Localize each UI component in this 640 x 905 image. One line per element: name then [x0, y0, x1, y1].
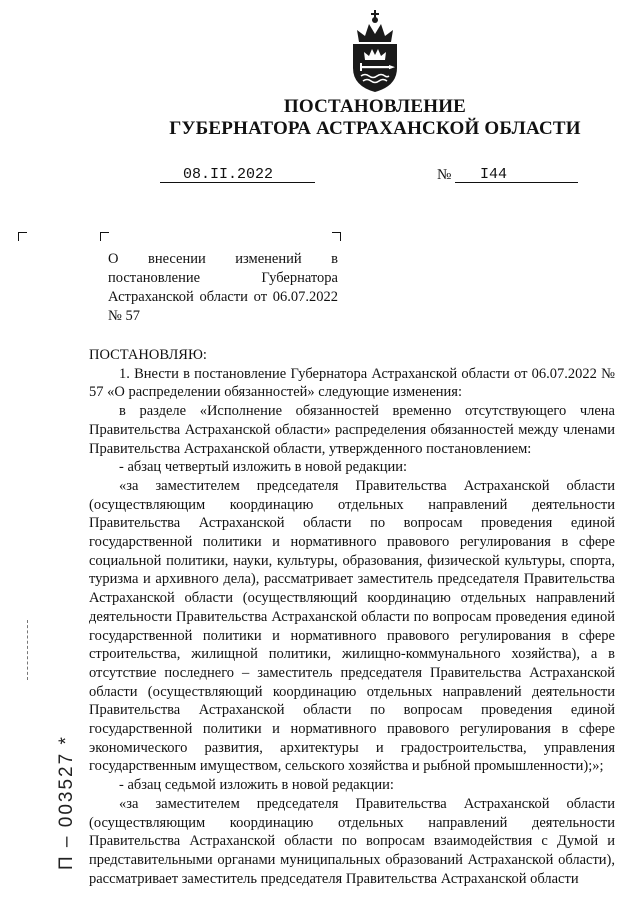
body-paragraph: 1. Внести в постановление Губернатора Астраханской области от 06.07.2022 № 57 «О распределении обязанностей» следующие изменения:	[89, 365, 615, 401]
coat-of-arms-emblem	[345, 4, 405, 94]
margin-dash-mark	[27, 620, 28, 680]
issuer-title: ГУБЕРНАТОРА АСТРАХАНСКОЙ ОБЛАСТИ	[169, 118, 581, 139]
document-body	[89, 346, 615, 888]
body-paragraph: - абзац седьмой изложить в новой редакции:	[119, 777, 394, 794]
document-subject: О внесении изменений в постановление Губернатора Астраханской области от 06.07.2022 № 57	[108, 251, 338, 324]
body-paragraph: в разделе «Исполнение обязанностей временно отсутствующего члена Правительства Астраханской области» распределения обязанностей между членами Правительства Астраханской области, утвержденного постановлением:	[89, 403, 615, 457]
registration-number-stamp: П – 003527 *	[56, 735, 77, 870]
document-number: I44	[480, 166, 508, 183]
body-paragraph: - абзац четвертый изложить в новой редакции:	[119, 459, 408, 476]
subject-corner-mark-right	[332, 232, 341, 241]
document-type-title: ПОСТАНОВЛЕНИЕ	[283, 96, 467, 117]
body-paragraph: «за заместителем председателя Правительства Астраханской области (осуществляющим координацию отдельных направлений деятельности Правительства Астраханской области по вопросам проведения единой государственной политики и нормативного правового регулирования в сфере социальной политики, науки, культуры, образования, физической культуры, спорта, туризма и архивного дела), рассматривает заместитель председателя Правительства Астраханской области (осуществляющий координацию отдельных направлений деятельности Правительства Астраханской области по вопросам проведения единой государственной политики и нормативного правового регулирования в сфере строительства, жилищной политики, жилищно-коммунального хозяйства), а в отсутствие последнего – заместитель председателя Правительства Астраханской области (осуществляющий координацию отдельных направлений деятельности Правительства Астраханской области по вопросам проведения единой государственной политики и нормативного правового регулирования в сфере экономического развития, архитектуры и градостроительства, управления государственным имуществом, сельского хозяйства и рыбной промышленности);»;	[89, 477, 615, 775]
number-label: №	[437, 167, 452, 183]
left-corner-mark	[18, 232, 27, 241]
body-paragraph: «за заместителем председателя Правительства Астраханской области (осуществляющим координацию отдельных направлений деятельности Правительства Астраханской области по вопросам взаимодействия с Думой и представительными органами муниципальных образований Астраханской области), рассматривает заместитель председателя Правительства Астраханской области	[89, 795, 615, 887]
subject-corner-mark-left	[100, 232, 109, 241]
number-underline	[455, 182, 578, 183]
date-underline	[160, 182, 315, 183]
document-date: 08.II.2022	[183, 166, 274, 183]
resolution-opening: ПОСТАНОВЛЯЮ:	[89, 347, 207, 363]
